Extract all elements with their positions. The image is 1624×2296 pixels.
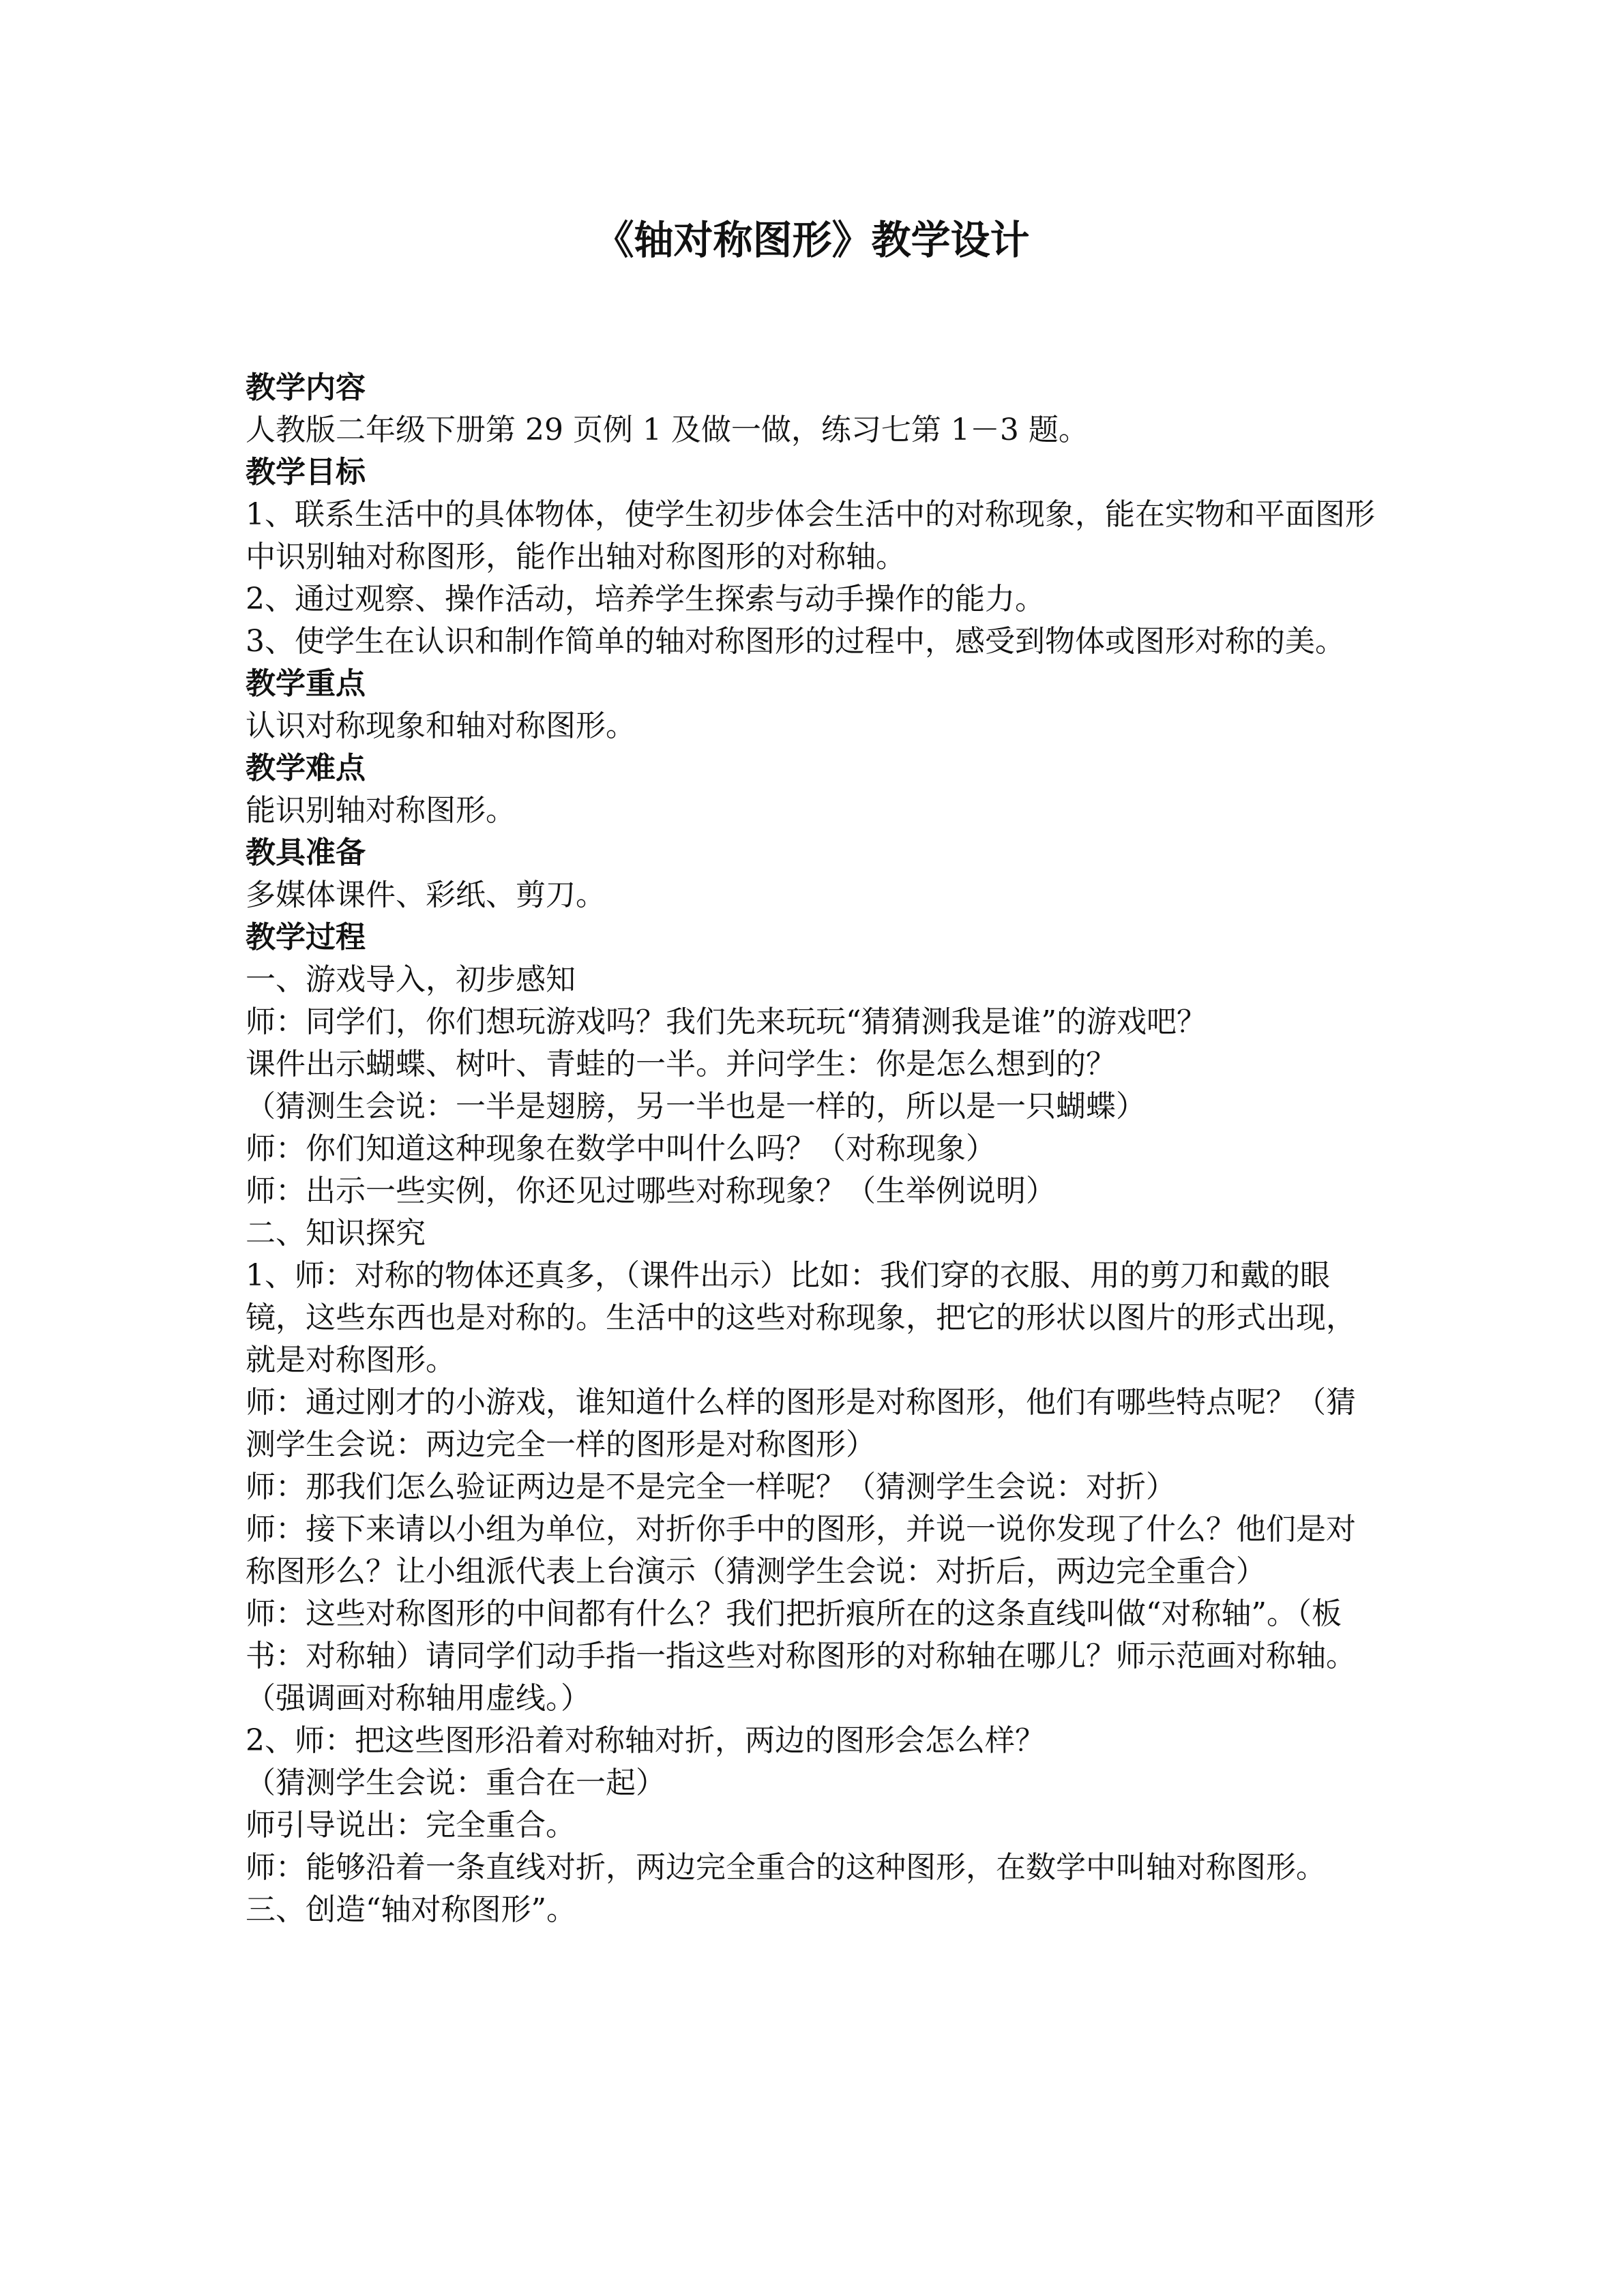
document-body bbox=[246, 367, 1385, 1931]
process-step-2-line: 师：接下来请以小组为单位，对折你手中的图形，并说一说你发现了什么？他们是对称图形么？让小组派代表上台演示（猜测学生会说：对折后，两边完全重合） bbox=[246, 1512, 1356, 1589]
process-step-1-line: （猜测生会说：一半是翅膀，另一半也是一样的，所以是一只蝴蝶） bbox=[246, 1089, 1146, 1124]
section-heading-key: 教学重点 bbox=[246, 666, 366, 701]
paragraph-key: 认识对称现象和轴对称图形。 bbox=[246, 709, 636, 743]
process-step-2-line: 2、师：把这些图形沿着对称轴对折，两边的图形会怎么样？ bbox=[246, 1723, 1045, 1758]
section-heading-goals: 教学目标 bbox=[246, 455, 366, 490]
section-heading-process: 教学过程 bbox=[246, 920, 366, 955]
process-step-1-line: 师：出示一些实例，你还见过哪些对称现象？（生举例说明） bbox=[246, 1174, 1056, 1208]
process-step-2-line: 师：能够沿着一条直线对折，两边完全重合的这种图形，在数学中叫轴对称图形。 bbox=[246, 1850, 1326, 1885]
process-step-1-line: 师：同学们，你们想玩游戏吗？我们先来玩玩“猜猜测我是谁”的游戏吧？ bbox=[246, 1004, 1207, 1039]
process-step-2-line: （猜测学生会说：重合在一起） bbox=[246, 1765, 666, 1800]
process-step-2-title: 二、知识探究 bbox=[246, 1216, 426, 1251]
paragraph-goal-1: 1、联系生活中的具体物体，使学生初步体会生活中的对称现象，能在实物和平面图形中识别轴对称图形，能作出轴对称图形的对称轴。 bbox=[246, 497, 1375, 574]
process-step-2-line: 师：通过刚才的小游戏，谁知道什么样的图形是对称图形，他们有哪些特点呢？（猜测学生会说：两边完全一样的图形是对称图形） bbox=[246, 1385, 1356, 1462]
process-step-1-line: 课件出示蝴蝶、树叶、青蛙的一半。并问学生：你是怎么想到的？ bbox=[246, 1047, 1116, 1082]
paragraph-goal-3: 3、使学生在认识和制作简单的轴对称图形的过程中，感受到物体或图形对称的美。 bbox=[246, 624, 1345, 659]
process-step-2-line: 1、师：对称的物体还真多，（课件出示）比如：我们穿的衣服、用的剪刀和戴的眼镜，这些东西也是对称的。生活中的这些对称现象，把它的形状以图片的形式出现，就是对称图形。 bbox=[246, 1258, 1356, 1377]
section-heading-tools: 教具准备 bbox=[246, 835, 366, 870]
process-step-2-line: 师引导说出：完全重合。 bbox=[246, 1808, 576, 1843]
process-step-1-line: 师：你们知道这种现象在数学中叫什么吗？（对称现象） bbox=[246, 1131, 996, 1166]
process-step-1-title: 一、游戏导入，初步感知 bbox=[246, 962, 576, 997]
paragraph-goal-2: 2、通过观察、操作活动，培养学生探索与动手操作的能力。 bbox=[246, 582, 1045, 616]
process-step-2-line: 师：那我们怎么验证两边是不是完全一样呢？（猜测学生会说：对折） bbox=[246, 1470, 1176, 1504]
document-title: 《轴对称图形》教学设计 bbox=[594, 217, 1030, 263]
paragraph-content: 人教版二年级下册第 29 页例 1 及做一做，练习七第 1－3 题。 bbox=[246, 413, 1089, 447]
section-heading-content: 教学内容 bbox=[246, 370, 366, 405]
paragraph-tools: 多媒体课件、彩纸、剪刀。 bbox=[246, 878, 606, 912]
process-step-2-line: 师：这些对称图形的中间都有什么？我们把折痕所在的这条直线叫做“对称轴”。（板书：对称轴）请同学们动手指一指这些对称图形的对称轴在哪儿？师示范画对称轴。（强调画对称轴用虚线。） bbox=[246, 1596, 1356, 1716]
paragraph-difficulty: 能识别轴对称图形。 bbox=[246, 793, 516, 828]
process-step-3-title: 三、创造“轴对称图形”。 bbox=[246, 1892, 576, 1927]
section-heading-difficulty: 教学难点 bbox=[246, 751, 366, 786]
